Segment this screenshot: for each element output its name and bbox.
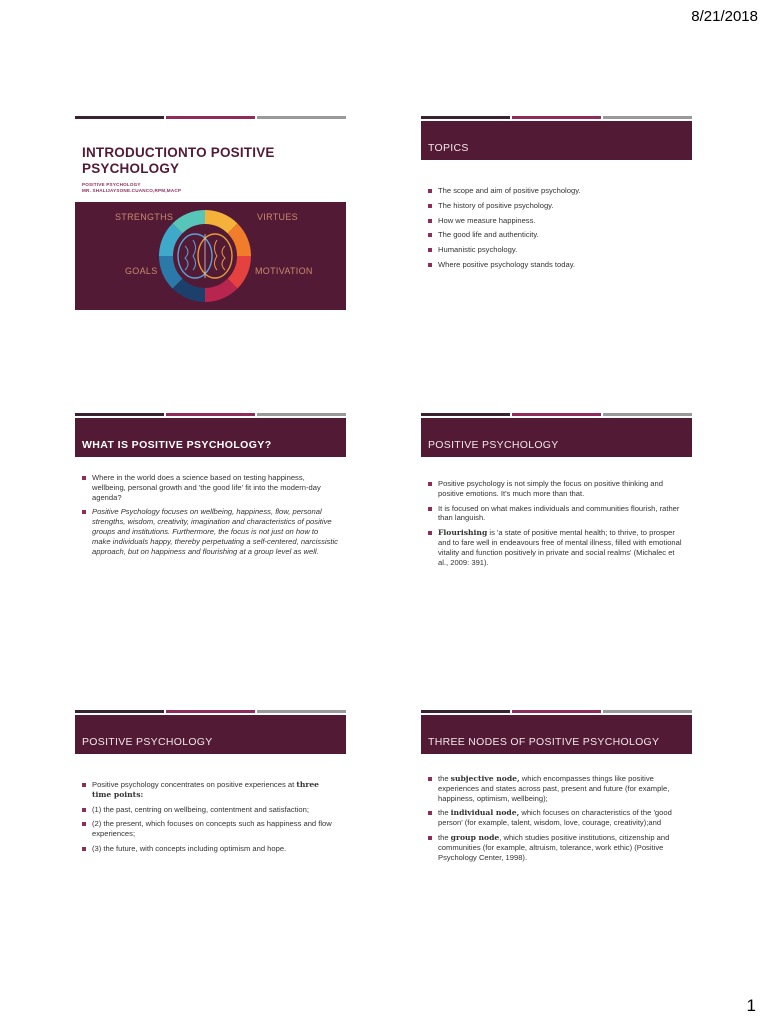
- node-term: group node: [450, 832, 500, 842]
- slide-title-band: [421, 418, 692, 457]
- bullet-list: [428, 186, 684, 275]
- slide-title: TOPICS: [428, 142, 469, 154]
- brain-wheel-graphic: [75, 202, 346, 310]
- bullet-item: Positive psychology is not simply the focus on positive thinking and positive emotions. It's much more than that.: [428, 479, 684, 499]
- node-description: which focuses on characteristics of the 'good person' (for example, talent, wisdom, love, courage, creativity);and: [438, 808, 672, 828]
- bullet-list: [428, 479, 684, 572]
- bullet-list: [428, 774, 684, 867]
- slide-top-bars: [75, 116, 346, 119]
- bullet-list: [82, 473, 338, 561]
- slide-title-band: [75, 715, 346, 754]
- slide-6: [421, 710, 692, 906]
- intro-text: Positive psychology concentrates on positive experiences at: [92, 780, 297, 789]
- bullet-item: [428, 528, 684, 567]
- bullet-item: [428, 808, 684, 828]
- title-line: PSYCHOLOGY: [82, 161, 180, 176]
- image-label-virtues: VIRTUES: [257, 212, 298, 222]
- bullet-item: (2) the present, which focuses on concepts such as happiness and flow experiences;: [82, 819, 338, 839]
- node-term: individual node,: [450, 808, 520, 818]
- bullet-item: How we measure happiness.: [428, 216, 684, 226]
- slide-5: [75, 710, 346, 906]
- node-pre: the: [438, 808, 451, 818]
- slide-title: THREE NODES OF POSITIVE PSYCHOLOGY: [428, 736, 660, 748]
- slide-3: [75, 413, 346, 609]
- slide-title-band: [421, 715, 692, 754]
- slide-top-bars: [421, 710, 692, 713]
- slide-subtitle: [82, 182, 181, 194]
- bullet-item: Positive Psychology focuses on wellbeing, happiness, flow, personal strengths, wisdom, creativity, imagination and characteristics of positive groups and institutions. Furthermore, the focus is not just on how to make individuals happy, thereby perpetuating a self-centered, narcissistic approach, but on happiness and flourishing at a group level as well.: [82, 507, 338, 556]
- slide-2: [421, 116, 692, 312]
- bullet-item: [82, 780, 338, 800]
- image-label-motivation: MOTIVATION: [255, 266, 313, 276]
- slide-1: [75, 116, 346, 312]
- bullet-item: The scope and aim of positive psychology.: [428, 186, 684, 196]
- node-pre: the: [438, 832, 451, 842]
- slide-title: [82, 145, 275, 177]
- bullet-list: [82, 780, 338, 859]
- bullet-item: The good life and authenticity.: [428, 230, 684, 240]
- term-flourishing: Flourishing: [438, 528, 488, 538]
- bullet-item: [428, 774, 684, 803]
- slide-4: [421, 413, 692, 609]
- bullet-item: [428, 833, 684, 862]
- node-pre: the: [438, 774, 451, 783]
- title-line: INTRODUCTIONTO POSITIVE: [82, 145, 275, 160]
- page-number: 1: [746, 996, 756, 1015]
- bullet-item: Where positive psychology stands today.: [428, 260, 684, 270]
- date-header: 8/21/2018: [691, 8, 758, 25]
- slide-top-bars: [75, 413, 346, 416]
- bullet-item: The history of positive psychology.: [428, 201, 684, 211]
- subtitle-line: POSITIVE PSYCHOLOGY: [82, 182, 141, 187]
- bullet-item: Where in the world does a science based on testing happiness, wellbeing, personal growth and 'the good life' fit into the modern-day agenda?: [82, 473, 338, 502]
- brain-wheel-image: [75, 202, 346, 310]
- bullet-item: (3) the future, with concepts including optimism and hope.: [82, 844, 338, 854]
- flourishing-definition: is 'a state of positive mental health; to thrive, to prosper and to fare well in endeavours free of mental illness, filled with emotional vitality and function positively in private and social realms' (Michalec et al., 2009: 391).: [438, 528, 682, 567]
- image-label-goals: GOALS: [125, 266, 158, 276]
- bullet-item: Humanistic psychology.: [428, 245, 684, 255]
- slide-title: POSITIVE PSYCHOLOGY: [428, 439, 559, 451]
- slide-top-bars: [421, 413, 692, 416]
- bullet-item: (1) the past, centring on wellbeing, contentment and satisfaction;: [82, 805, 338, 815]
- slide-top-bars: [75, 710, 346, 713]
- bullet-item: It is focused on what makes individuals and communities flourish, rather than languish.: [428, 504, 684, 524]
- slide-title: WHAT IS POSITIVE PSYCHOLOGY?: [82, 439, 272, 451]
- slide-title-band: [75, 418, 346, 457]
- node-description: , which studies positive institutions, citizenship and communities (for example, altruism, tolerance, work ethic) (Positive Psychology Center, 1998).: [438, 832, 670, 862]
- node-term: subjective node,: [450, 774, 520, 783]
- intro-bold: three time points:: [92, 780, 320, 799]
- slide-top-bars: [421, 116, 692, 119]
- slide-title: POSITIVE PSYCHOLOGY: [82, 736, 213, 748]
- subtitle-line: MR. SHALIJAYSONE.CUANCO,RPM,MACP: [82, 187, 182, 193]
- image-label-strengths: STRENGTHS: [115, 212, 174, 222]
- slide-title-band: [421, 121, 692, 160]
- node-description: which encompasses things like positive experiences and states across past, present and future (for example, happiness, optimism, wellbeing);: [438, 774, 670, 803]
